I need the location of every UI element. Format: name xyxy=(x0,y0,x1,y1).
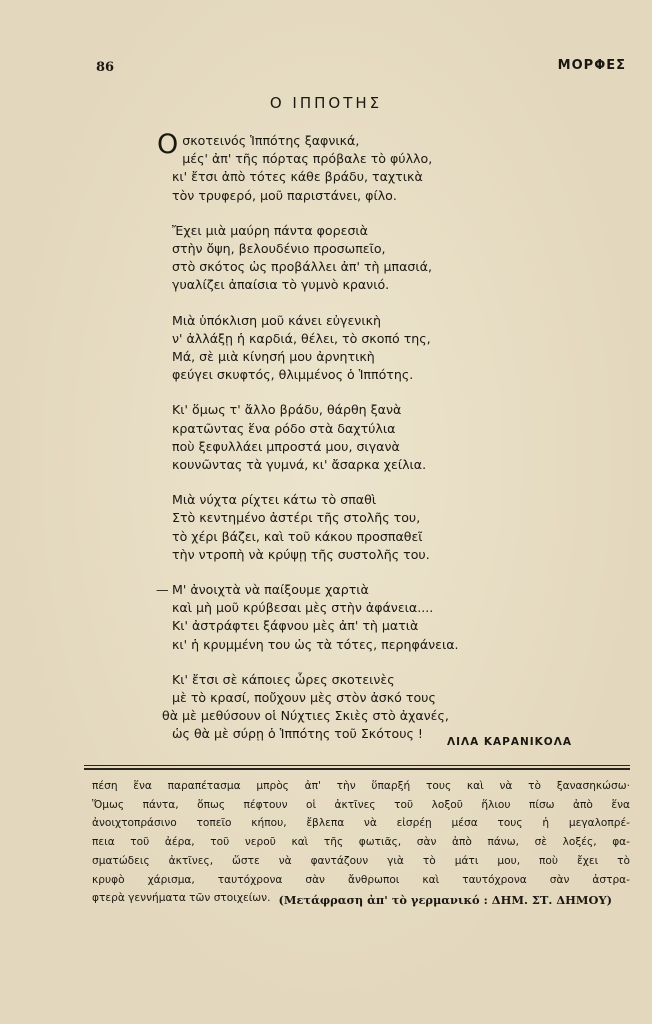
poem-line: Μιὰ νύχτα ρίχτει κάτω τὸ σπαθὶ xyxy=(172,492,377,508)
footnote-line: σματώδεις ἀκτῖνες, ὥστε νὰ φαντάζουν γιὰ τὸ μάτι μου, ποὺ ἔχει τὸ xyxy=(92,854,630,867)
poem-line: Κι' ὅμως τ' ἄλλο βράδυ, θάρθη ξανὰ xyxy=(172,402,402,418)
poem-line: θὰ μὲ μεθύσουν οἱ Νύχτιες Σκιὲς στὸ ἀχανές, xyxy=(162,708,449,724)
drop-cap: Ο xyxy=(157,129,179,160)
poem-title: Ο ΙΠΠΟΤΗΣ xyxy=(269,94,383,112)
poem-line: Μ' ἀνοιχτὰ νὰ παίξουμε χαρτιὰ xyxy=(172,582,369,598)
poem-line: μές' ἀπ' τῆς πόρτας πρόβαλε τὸ φύλλο, xyxy=(182,151,433,167)
poem-body xyxy=(156,129,572,761)
stanza-6 xyxy=(156,581,572,654)
stanza-4 xyxy=(172,401,572,474)
poem-line: Ἔχει μιὰ μαύρη πάντα φορεσιὰ xyxy=(172,222,368,238)
running-head: ΜΟΡΦΕΣ xyxy=(557,58,626,73)
divider-rule xyxy=(84,765,630,766)
poem-line: κρατῶντας ἕνα ρόδο στὰ δαχτύλια xyxy=(172,420,396,436)
page-number: 86 xyxy=(96,60,115,75)
footnote-line: ἀνοιχτοπράσινο τοπεῖο κήπου, ἔβλεπα νὰ εἰσρέῃ μέσα τους ἡ μεγαλοπρέ- xyxy=(92,817,630,830)
dialogue-dash: — xyxy=(156,582,169,598)
poem-line: Κι' ἀστράφτει ξάφνου μὲς ἀπ' τὴ ματιὰ xyxy=(172,618,419,634)
poem-line: κι' ἡ κρυμμένη του ὡς τὰ τότες, περηφάνεια. xyxy=(172,636,459,652)
footnote-line: πεια τοῦ ἀέρα, τοῦ νεροῦ καὶ τῆς φωτιᾶς, σὰν ἀπὸ πάνω, σὲ λοξές, φα- xyxy=(92,836,630,849)
poem-line: στὸ σκότος ὡς προβάλλει ἀπ' τὴ μπασιά, xyxy=(172,259,432,275)
poem-line: καὶ μὴ μοῦ κρύβεσαι μὲς στὴν ἀφάνεια.... xyxy=(172,600,434,616)
translation-credit: (Μετάφραση ἀπ' τὸ γερμανικό : ΔΗΜ. ΣΤ. ΔΗΜΟΥ) xyxy=(278,893,612,907)
stanza-3 xyxy=(172,312,572,385)
poem-line: μὲ τὸ κρασί, ποὔχουν μὲς στὸν ἀσκό τους xyxy=(172,690,436,706)
footnote-line: φτερὰ γεννήματα τῶν στοιχείων. xyxy=(92,892,271,905)
footnote-line: Ὅμως πάντα, ὅπως πέφτουν οἱ ἀκτῖνες τοῦ λοξοῦ ἥλιου πίσω ἀπὸ ἕνα xyxy=(92,798,630,811)
poem-line: ν' ἀλλάξῃ ἡ καρδιά, θέλει, τὸ σκοπό της, xyxy=(172,330,431,346)
poem-line: Στὸ κεντημένο ἀστέρι τῆς στολῆς του, xyxy=(172,510,421,526)
footnote-line: πέση ἕνα παραπέτασμα μπρὸς ἀπ' τὴν ὕπαρξή τους καὶ νὰ τὸ ξανασηκώσω· xyxy=(92,780,630,792)
stanza-7 xyxy=(162,671,572,744)
poem-line: τὸν τρυφερό, μοῦ παριστάνει, φίλο. xyxy=(172,187,397,203)
poem-line: γυαλίζει ἀπαίσια τὸ γυμνὸ κρανιό. xyxy=(172,277,390,293)
poem-line: τὸ χέρι βάζει, καὶ τοῦ κάκου προσπαθεῖ xyxy=(172,528,423,544)
footnote-line: κρυφὸ χάρισμα, ταυτόχρονα σὰν ἄνθρωποι καὶ ταυτόχρονα σὰν ἀστρα- xyxy=(92,873,630,886)
divider-rule xyxy=(84,768,630,770)
stanza-5 xyxy=(172,491,572,564)
poem-line: φεύγει σκυφτός, θλιμμένος ὁ Ἱππότης. xyxy=(172,367,414,383)
stanza-2 xyxy=(172,222,572,295)
poem-line: ὡς θὰ μὲ σύρῃ ὁ Ἱππότης τοῦ Σκότους ! xyxy=(172,726,423,742)
poem-line: Μιὰ ὑπόκλιση μοῦ κάνει εὐγενικὴ xyxy=(172,312,382,328)
poem-line: Μά, σὲ μιὰ κίνησή μου ἀρνητικὴ xyxy=(172,349,375,365)
author-signature: ΛΙΛΑ ΚΑΡΑΝΙΚΟΛΑ xyxy=(446,736,572,748)
poem-line: κουνῶντας τὰ γυμνά, κι' ἄσαρκα χείλια. xyxy=(172,457,427,473)
poem-line: τὴν ντροπὴ νὰ κρύψῃ τῆς συστολῆς του. xyxy=(172,546,430,562)
poem-line: Κι' ἔτσι σὲ κάποιες ὧρες σκοτεινὲς xyxy=(172,671,395,687)
poem-line: σκοτεινός Ἱππότης ξαφνικά, xyxy=(182,133,360,148)
poem-line: κι' ἔτσι ἀπὸ τότες κάθε βράδυ, ταχτικὰ xyxy=(172,169,423,185)
poem-line: στὴν ὄψη, βελουδένιο προσωπεῖο, xyxy=(172,241,386,257)
poem-line: ποὺ ξεφυλλάει μπροστά μου, σιγανὰ xyxy=(172,438,400,454)
stanza-1 xyxy=(157,129,572,205)
footnote-text xyxy=(92,777,630,908)
